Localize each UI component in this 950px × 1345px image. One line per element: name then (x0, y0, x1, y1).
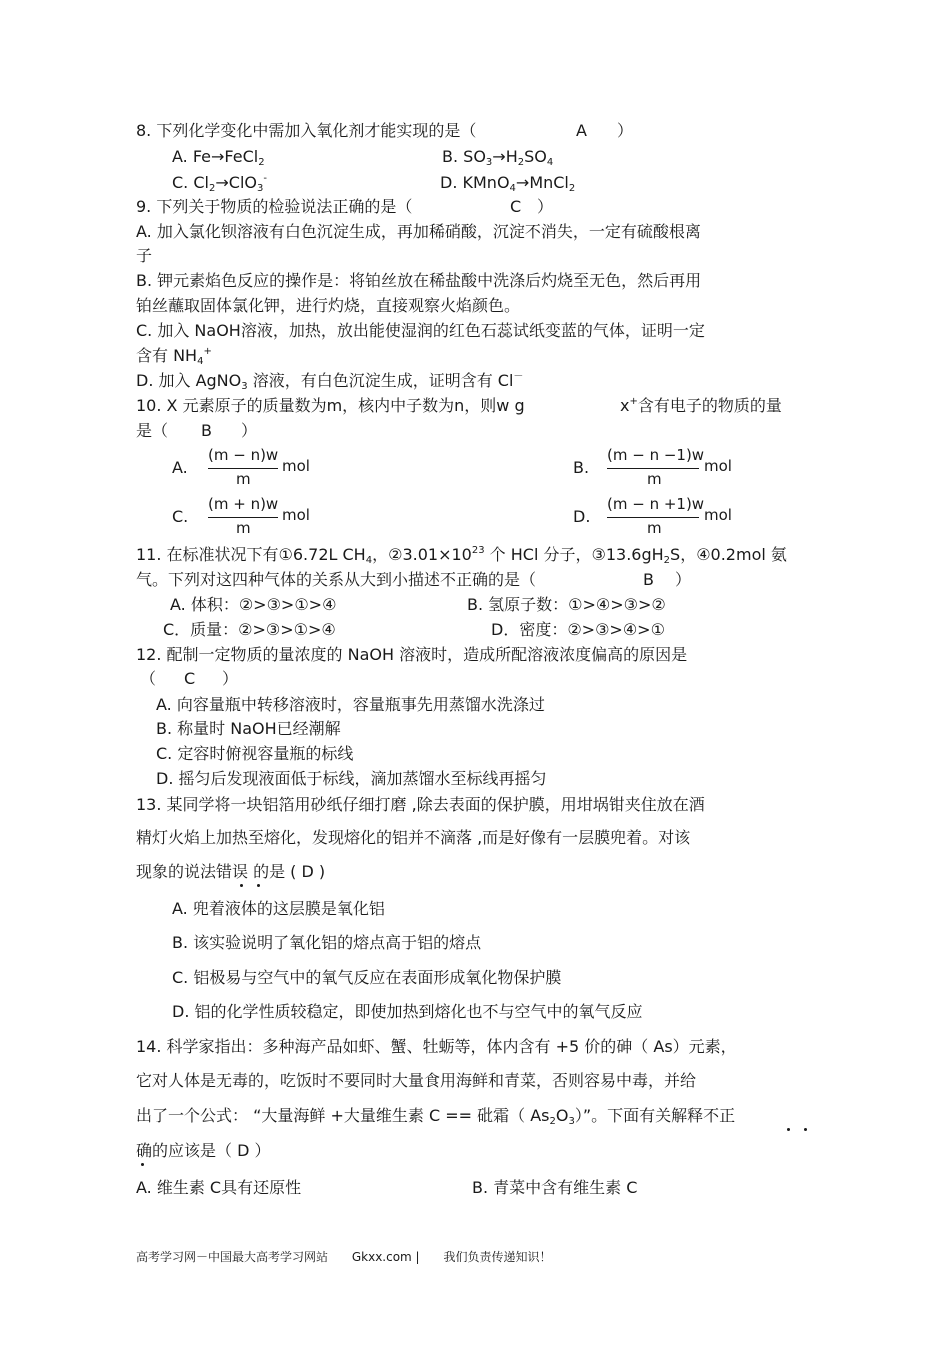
fraction-bar (607, 468, 699, 469)
q10-close: ） (241, 421, 258, 440)
q13-option-c: C. 铝极易与空气中的氧气反应在表面形成氧化物保护膜 (172, 968, 562, 987)
q11-option-b: B. 氢原子数：①>④>③>② (467, 595, 666, 614)
numerator: (m − n)w (208, 446, 279, 464)
q14-stem-line2: 它对人体是无毒的，吃饭时不要同时大量食用海鲜和青菜，否则容易中毒，并给 (136, 1071, 697, 1090)
q8-option-a (172, 146, 265, 168)
subscript: 2 (258, 157, 265, 168)
q11-option-d: D．密度：②>③>④>① (491, 620, 665, 639)
q14-option-b: B. 青菜中含有维生素 C (472, 1178, 638, 1197)
q13-option-a: A. 兜着液体的这层膜是氧化铝 (172, 899, 385, 918)
q11-stem-line1 (136, 544, 787, 566)
emphasis-dot (257, 884, 260, 887)
q12-option-a: A. 向容量瓶中转移溶液时，容量瓶事先用蒸馏水洗涤过 (156, 695, 545, 714)
q11-stem-line2: 气。下列对这四种气体的关系从大到小描述不正确的是（ (136, 570, 537, 589)
q8-close: ） (617, 121, 634, 140)
option-text: D. 加入 AgNO (136, 371, 242, 390)
q10-option-d-label: D. (573, 507, 591, 526)
subscript: 4 (365, 555, 373, 566)
stem-text: 10. X 元素原子的质量数为m，核内中子数为n，则w g (136, 396, 525, 415)
q11-option-c: C．质量：②>③>①>④ (163, 620, 336, 639)
footer-domain[interactable]: Gkxx.com | (351, 1250, 420, 1264)
option-label: B. (442, 147, 459, 166)
q8-answer: A (576, 121, 587, 140)
q12-stem-line1: 12. 配制一定物质的量浓度的 NaOH 溶液时，造成所配溶液浓度偏高的原因是 (136, 645, 688, 664)
q8-option-c (172, 172, 267, 194)
superscript: - (263, 173, 267, 184)
subscript: 4 (197, 356, 204, 367)
subscript: 3 (256, 183, 264, 194)
superscript: － (513, 371, 524, 382)
q10-option-a-label: A. (172, 458, 188, 477)
option-text: SO (524, 147, 547, 166)
q10-option-b-label: B. (573, 458, 590, 477)
stem-text: 含有电子的物质的量 (637, 396, 782, 415)
stem-text: 11. 在标准状况下有①6.72L CH (136, 545, 366, 564)
q11-close: ） (675, 570, 692, 589)
subscript: 4 (509, 183, 516, 194)
q13-stem-line1: 13. 某同学将一块铝箔用砂纸仔细打磨 ,除去表面的保护膜，用坩埚钳夹住放在酒 (136, 795, 705, 814)
option-text: →H (492, 147, 518, 166)
superscript: + (203, 346, 212, 357)
unit: mol (704, 457, 732, 475)
emphasis-dot (787, 1128, 790, 1131)
subscript: 2 (663, 555, 671, 566)
q11-answer: B (643, 570, 654, 589)
q9-option-d (136, 370, 523, 392)
subscript: 4 (546, 157, 554, 168)
emphasis-dot (804, 1128, 807, 1131)
q12-close: ） (222, 669, 239, 688)
footer-slogan: 我们负责传递知识！ (443, 1250, 552, 1264)
stem-text: O (555, 1106, 569, 1125)
q10-stem-ion (620, 395, 782, 417)
q10-answer: B (201, 421, 212, 440)
option-text: KMnO (462, 173, 510, 192)
denominator: m (236, 519, 251, 537)
q8-option-b (442, 146, 553, 168)
fraction-bar (208, 468, 278, 469)
denominator: m (236, 470, 251, 488)
q9-option-a-line1: A. 加入氯化钡溶液有白色沉淀生成，再加稀硝酸，沉淀不消失，一定有硫酸根离 (136, 222, 701, 241)
q14-stem-line3 (136, 1105, 735, 1127)
option-text: →ClO (215, 173, 257, 192)
footer-site: 高考学习网－中国最大高考学习网站 (136, 1250, 329, 1264)
stem-text: 个 HCl 分子，③13.6gH (484, 545, 664, 564)
q11-option-a: A. 体积：②>③>①>④ (170, 595, 337, 614)
q10-stem (136, 395, 525, 417)
subscript: 2 (517, 157, 525, 168)
q9-answer: C (510, 197, 522, 216)
q8-stem-text: 8. 下列化学变化中需加入氧化剂才能实现的是（ (136, 121, 477, 140)
q14-stem-line1: 14. 科学家指出：多种海产品如虾、蟹、牡蛎等，体内含有 +5 价的砷（ As）元素， (136, 1037, 737, 1056)
ion-symbol: x (620, 396, 630, 415)
stem-text: ，②3.01×10 (372, 545, 472, 564)
option-label: A. (172, 147, 188, 166)
q8-option-d (440, 172, 575, 194)
option-text: 溶液，有白色沉淀生成，证明含有 Cl (247, 371, 514, 390)
subscript: 3 (241, 381, 248, 392)
q14-stem-line4: 确的应该是（ D ） (136, 1141, 271, 1160)
q13-stem-line2: 精灯火焰上加热至熔化，发现熔化的铝并不滴落 ,而是好像有一层膜兜着。对该 (136, 828, 691, 847)
q9-option-a-line2: 子 (136, 246, 153, 265)
subscript: 3 (568, 1116, 575, 1127)
stem-text: ）”。下面有关解释不正 (574, 1106, 736, 1125)
unit: mol (704, 506, 732, 524)
subscript: 3 (485, 157, 493, 168)
q13-option-b: B. 该实验说明了氧化铝的熔点高于铝的熔点 (172, 933, 482, 952)
q8-stem (136, 120, 476, 142)
q14-option-a: A. 维生素 C具有还原性 (136, 1178, 302, 1197)
denominator: m (647, 470, 662, 488)
superscript: 23 (471, 545, 485, 556)
stem-text: 出了一个公式： “大量海鲜 +大量维生素 C == 砒霜（ As (136, 1106, 550, 1125)
option-text: Fe→FeCl (192, 147, 259, 166)
option-text: SO (463, 147, 486, 166)
option-text: Cl (193, 173, 209, 192)
subscript: 2 (208, 183, 216, 194)
q9-option-c-line2 (136, 345, 212, 367)
numerator: (m + n)w (208, 495, 279, 513)
emphasis-dot (240, 884, 243, 887)
q9-option-c-line1: C. 加入 NaOH溶液，加热，放出能使湿润的红色石蕊试纸变蓝的气体，证明一定 (136, 321, 705, 340)
unit: mol (282, 457, 310, 475)
q12-option-c: C. 定容时俯视容量瓶的标线 (156, 744, 354, 763)
q9-option-b-line1: B. 钾元素焰色反应的操作是：将铂丝放在稀盐酸中洗涤后灼烧至无色，然后再用 (136, 271, 702, 290)
option-label: D. (440, 173, 458, 192)
numerator: (m − n −1)w (607, 446, 705, 464)
q12-option-b: B. 称量时 NaOH已经潮解 (156, 719, 341, 738)
subscript: 2 (549, 1116, 556, 1127)
q13-stem-line3: 现象的说法错误 的是 ( D ) (136, 862, 326, 881)
option-text: 含有 NH (136, 346, 198, 365)
option-text: →MnCl (515, 173, 569, 192)
subscript: 2 (568, 183, 576, 194)
denominator: m (647, 519, 662, 537)
unit: mol (282, 506, 310, 524)
page-footer (136, 1248, 571, 1265)
numerator: (m − n +1)w (607, 495, 705, 513)
q9-option-b-line2: 铂丝蘸取固体氯化钾，进行灼烧，直接观察火焰颜色。 (136, 296, 521, 315)
q12-answer: C (184, 669, 196, 688)
q12-stem-open: （ (140, 669, 157, 688)
superscript: + (629, 396, 638, 407)
fraction-bar (208, 517, 278, 518)
option-label: C. (172, 173, 189, 192)
q10-option-c-label: C. (172, 507, 189, 526)
q9-stem: 9. 下列关于物质的检验说法正确的是（ (136, 197, 413, 216)
stem-text: S，④0.2mol 氨 (670, 545, 787, 564)
q12-option-d: D. 摇匀后发现液面低于标线，滴加蒸馏水至标线再摇匀 (156, 769, 547, 788)
fraction-bar (607, 517, 699, 518)
emphasis-dot (141, 1163, 144, 1166)
q10-stem-line2: 是（ (136, 421, 169, 440)
q13-option-d: D. 铝的化学性质较稳定，即使加热到熔化也不与空气中的氧气反应 (172, 1002, 643, 1021)
q9-close: ） (537, 197, 554, 216)
